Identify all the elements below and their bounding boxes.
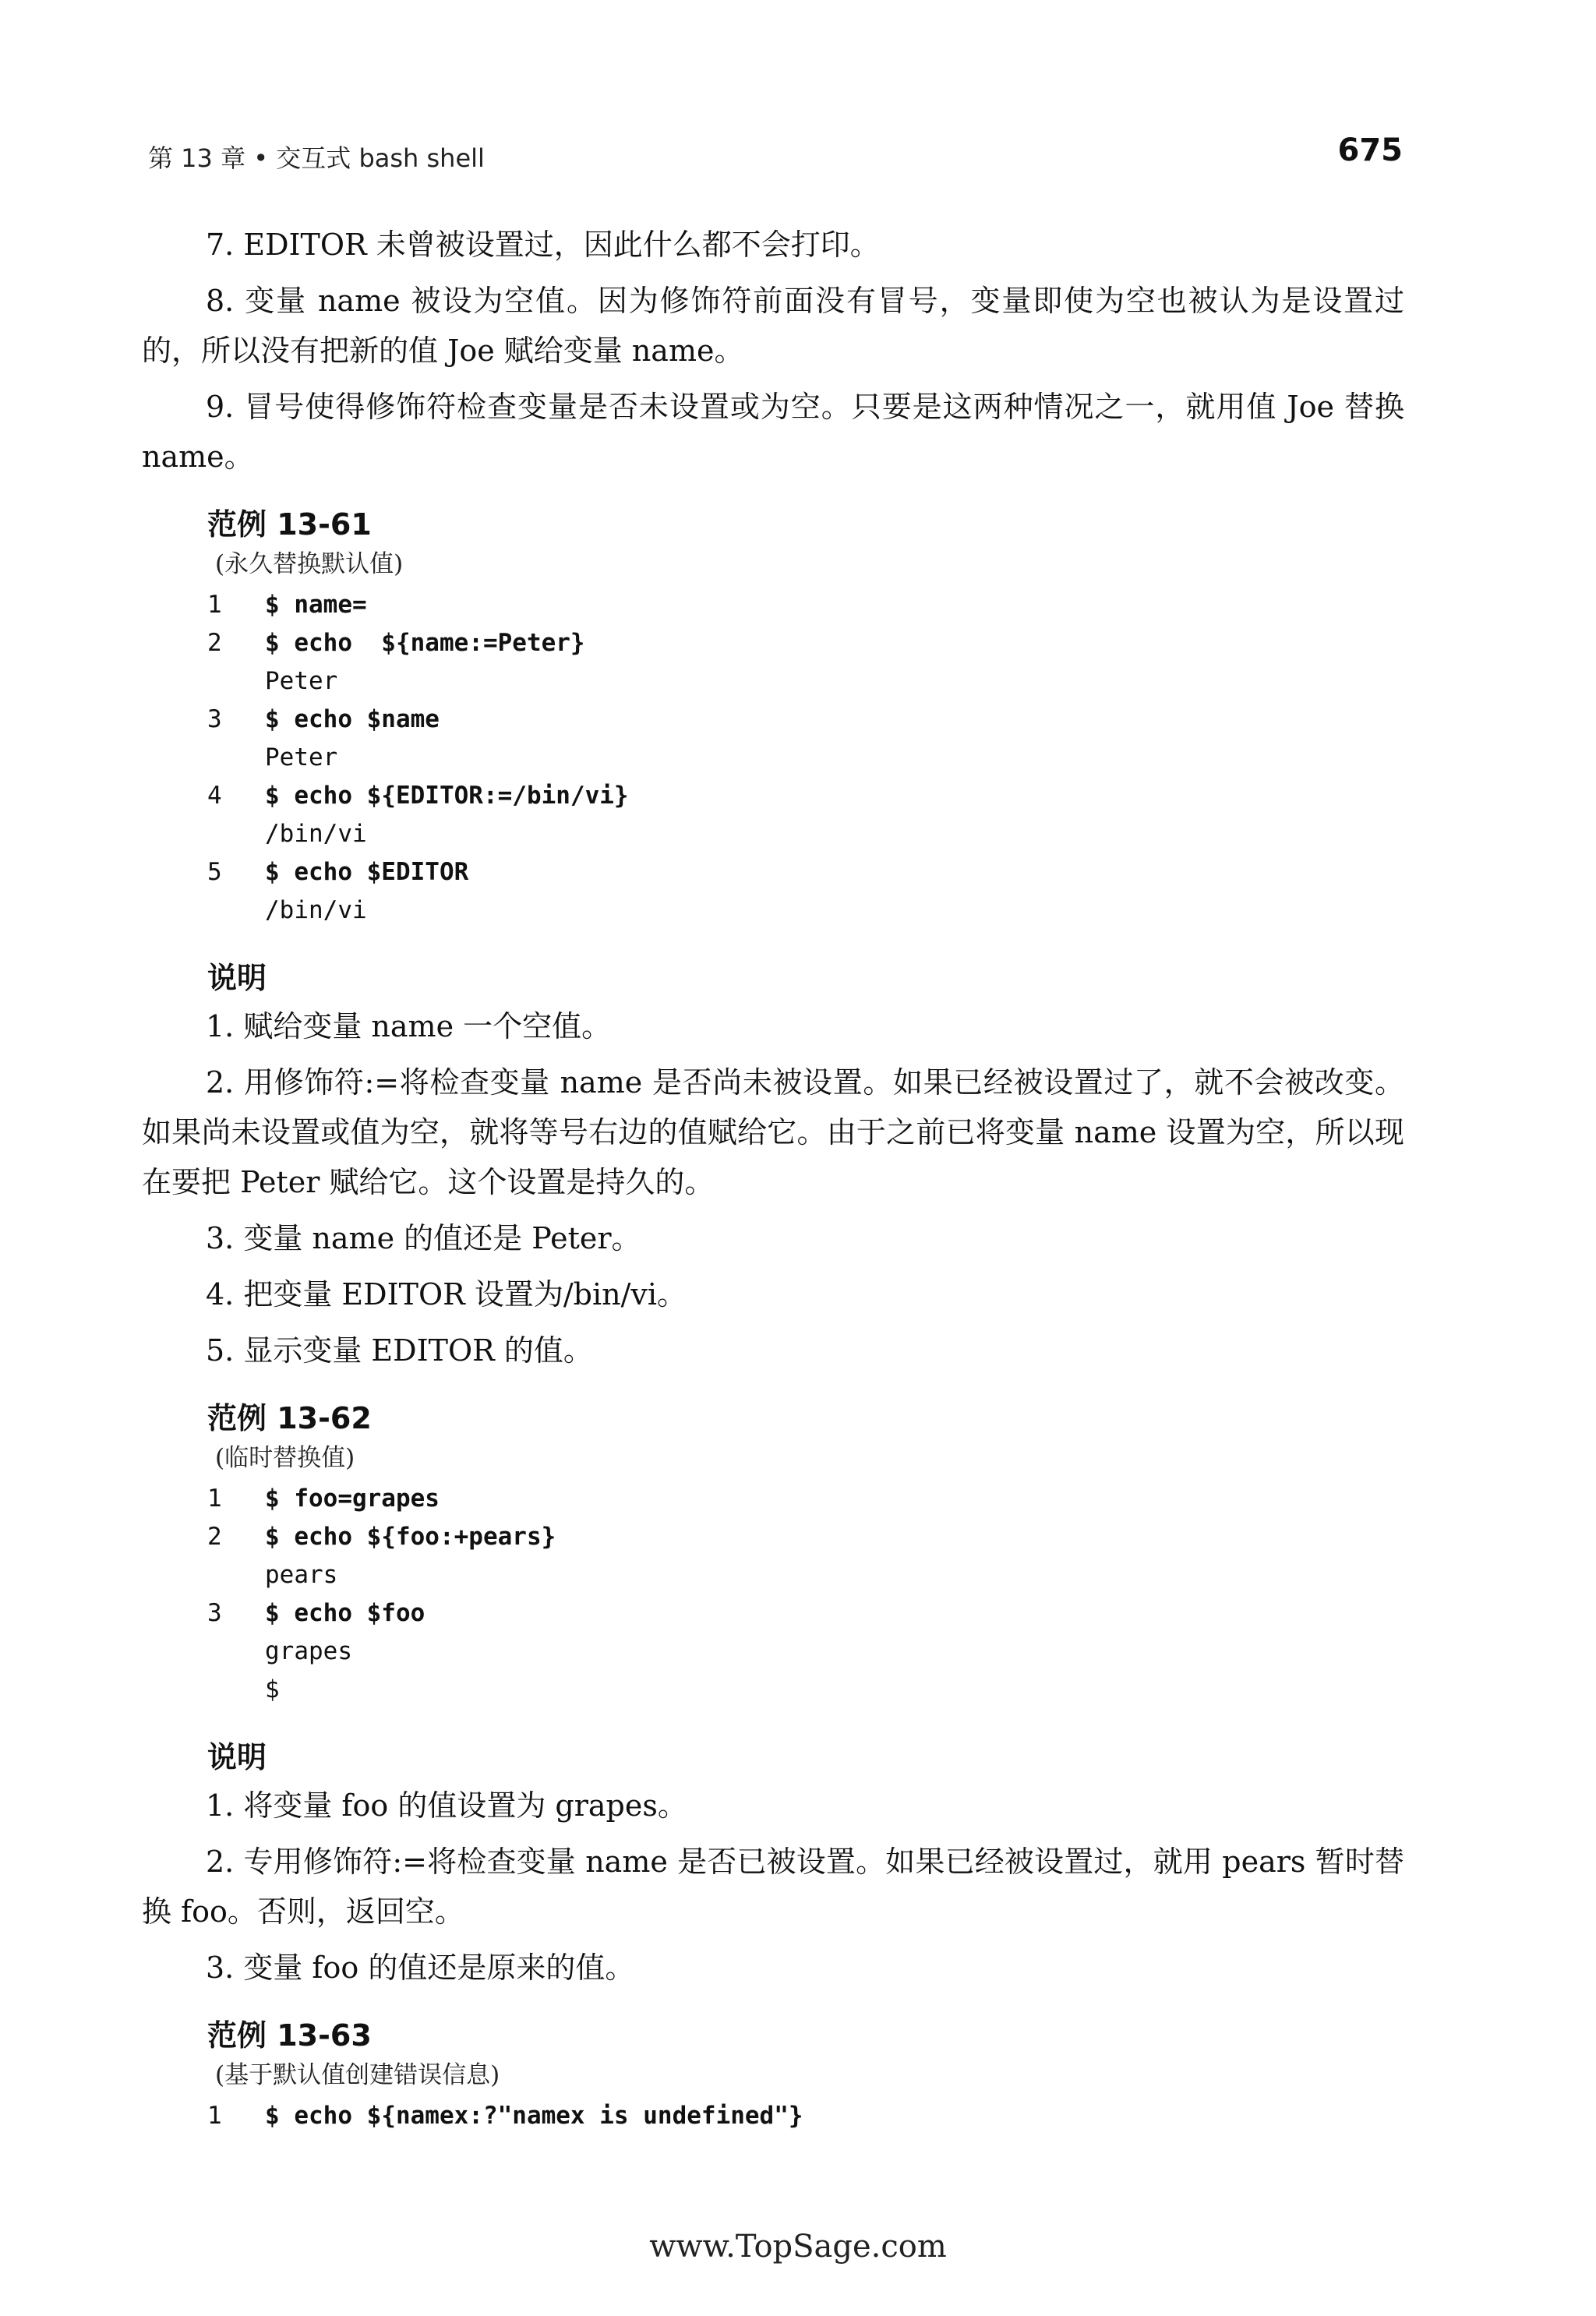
example-title: 范例 13-62: [207, 1401, 372, 1435]
command: $ echo ${EDITOR:=/bin/vi}: [265, 782, 629, 810]
command: $ foo=grapes: [265, 1485, 440, 1513]
shell-prompt: $: [265, 1675, 280, 1703]
chapter-title: 第 13 章 • 交互式 bash shell: [148, 143, 485, 173]
note-item: 4. 把变量 EDITOR 设置为/bin/vi。: [206, 1277, 687, 1312]
note-item: 5. 显示变量 EDITOR 的值。: [206, 1333, 593, 1368]
line-number: 2: [207, 629, 222, 657]
command-output: Peter: [265, 667, 338, 695]
code-line: [207, 1594, 1404, 1633]
command: $ name=: [265, 591, 367, 619]
note-item: 2. 专用修饰符:=将检查变量 name 是否已被设置。如果已经被设置过，就用 pears 暂时替换 foo。否则，返回空。: [142, 1845, 1404, 1929]
command: $ echo $foo: [265, 1599, 425, 1627]
command: $ echo ${namex:?"namex is undefined"}: [265, 2102, 803, 2130]
paragraph: 9. 冒号使得修饰符检查变量是否未设置或为空。只要是这两种情况之一，就用值 Joe 替换 name。: [142, 390, 1404, 474]
line-number: 1: [207, 591, 222, 619]
code-line: [207, 853, 1404, 891]
page-body: [142, 220, 1404, 2135]
command-output: /bin/vi: [265, 820, 367, 848]
code-line: [207, 701, 1404, 739]
note-item: 2. 用修饰符:=将检查变量 name 是否尚未被设置。如果已经被设置过了，就不会被改变。如果尚未设置或值为空，就将等号右边的值赋给它。由于之前已将变量 name 设置为空，所以现在要把 Peter 赋给它。这个设置是持久的。: [142, 1065, 1404, 1199]
paragraph: 7. EDITOR 未曾被设置过，因此什么都不会打印。: [206, 228, 880, 262]
example-title: 范例 13-61: [207, 507, 372, 542]
line-number: 3: [207, 1599, 222, 1627]
paragraph: 8. 变量 name 被设为空值。因为修饰符前面没有冒号，变量即使为空也被认为是设置过的，所以没有把新的值 Joe 赋给变量 name。: [142, 284, 1404, 368]
code-line: [207, 586, 1404, 624]
command-output: Peter: [265, 743, 338, 771]
note-heading: 说明: [207, 1740, 267, 1774]
note-item: 3. 变量 foo 的值还是原来的值。: [206, 1951, 635, 1985]
code-block: [207, 586, 1404, 930]
command-output: pears: [265, 1561, 338, 1589]
line-number: 4: [207, 782, 222, 810]
line-number: 2: [207, 1523, 222, 1551]
code-line: [207, 2097, 1404, 2135]
example-subtitle: (临时替换值): [215, 1444, 355, 1472]
code-block: [207, 1480, 1404, 1709]
note-item: 1. 将变量 foo 的值设置为 grapes。: [206, 1788, 687, 1823]
command: $ echo ${name:=Peter}: [265, 629, 585, 657]
code-line: [207, 1518, 1404, 1556]
line-number: 1: [207, 2102, 222, 2130]
command-output: /bin/vi: [265, 896, 367, 924]
code-line: [207, 624, 1404, 662]
page-number: 675: [1337, 132, 1403, 168]
page-header: [148, 132, 1403, 184]
command: $ echo $name: [265, 705, 440, 733]
example-subtitle: (永久替换默认值): [215, 550, 404, 578]
command: $ echo $EDITOR: [265, 858, 469, 886]
line-number: 1: [207, 1485, 222, 1513]
note-item: 3. 变量 name 的值还是 Peter。: [206, 1221, 641, 1255]
command-output: grapes: [265, 1637, 352, 1665]
code-line: [207, 1480, 1404, 1518]
code-line: [207, 777, 1404, 815]
command: $ echo ${foo:+pears}: [265, 1523, 556, 1551]
code-block: [207, 2097, 1404, 2135]
line-number: 5: [207, 858, 222, 886]
footer-url: www.TopSage.com: [649, 2229, 947, 2265]
example-title: 范例 13-63: [207, 2018, 372, 2053]
note-heading: 说明: [207, 961, 267, 995]
note-item: 1. 赋给变量 name 一个空值。: [206, 1009, 612, 1043]
example-subtitle: (基于默认值创建错误信息): [215, 2061, 500, 2089]
line-number: 3: [207, 705, 222, 733]
